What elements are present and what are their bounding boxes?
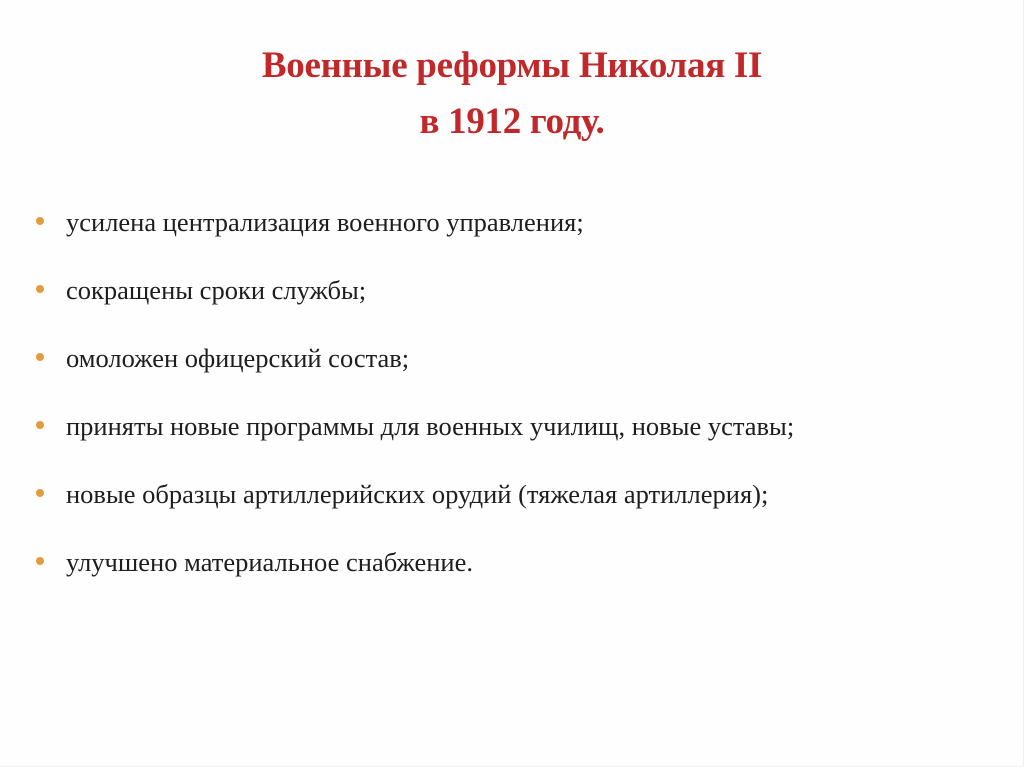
list-item [36,330,992,386]
reform-list [36,194,992,602]
list-item-text: усилена централизация военного управления; [66,207,584,237]
title-line-1: Военные реформы Николая II [261,45,763,86]
list-item-text: омоложен офицерский состав; [66,343,410,373]
list-item [36,398,992,454]
bullet-dot-icon [36,353,44,361]
list-item-text: новые образцы артиллерийских орудий (тяжелая артиллерия); [66,479,769,509]
list-item-text: сокращены сроки службы; [66,275,367,305]
list-item [36,466,992,522]
list-item [36,262,992,318]
list-item [36,534,992,590]
list-item-text: приняты новые программы для военных училищ, новые уставы; [66,411,795,441]
title-line-2: в 1912 году. [419,101,605,142]
list-item [36,194,992,250]
bullet-dot-icon [36,421,44,429]
bullet-dot-icon [36,489,44,497]
bullet-dot-icon [36,285,44,293]
bullet-dot-icon [36,217,44,225]
slide-title [0,38,1024,150]
list-item-text: улучшено материальное снабжение. [66,547,473,577]
bullet-dot-icon [36,557,44,565]
